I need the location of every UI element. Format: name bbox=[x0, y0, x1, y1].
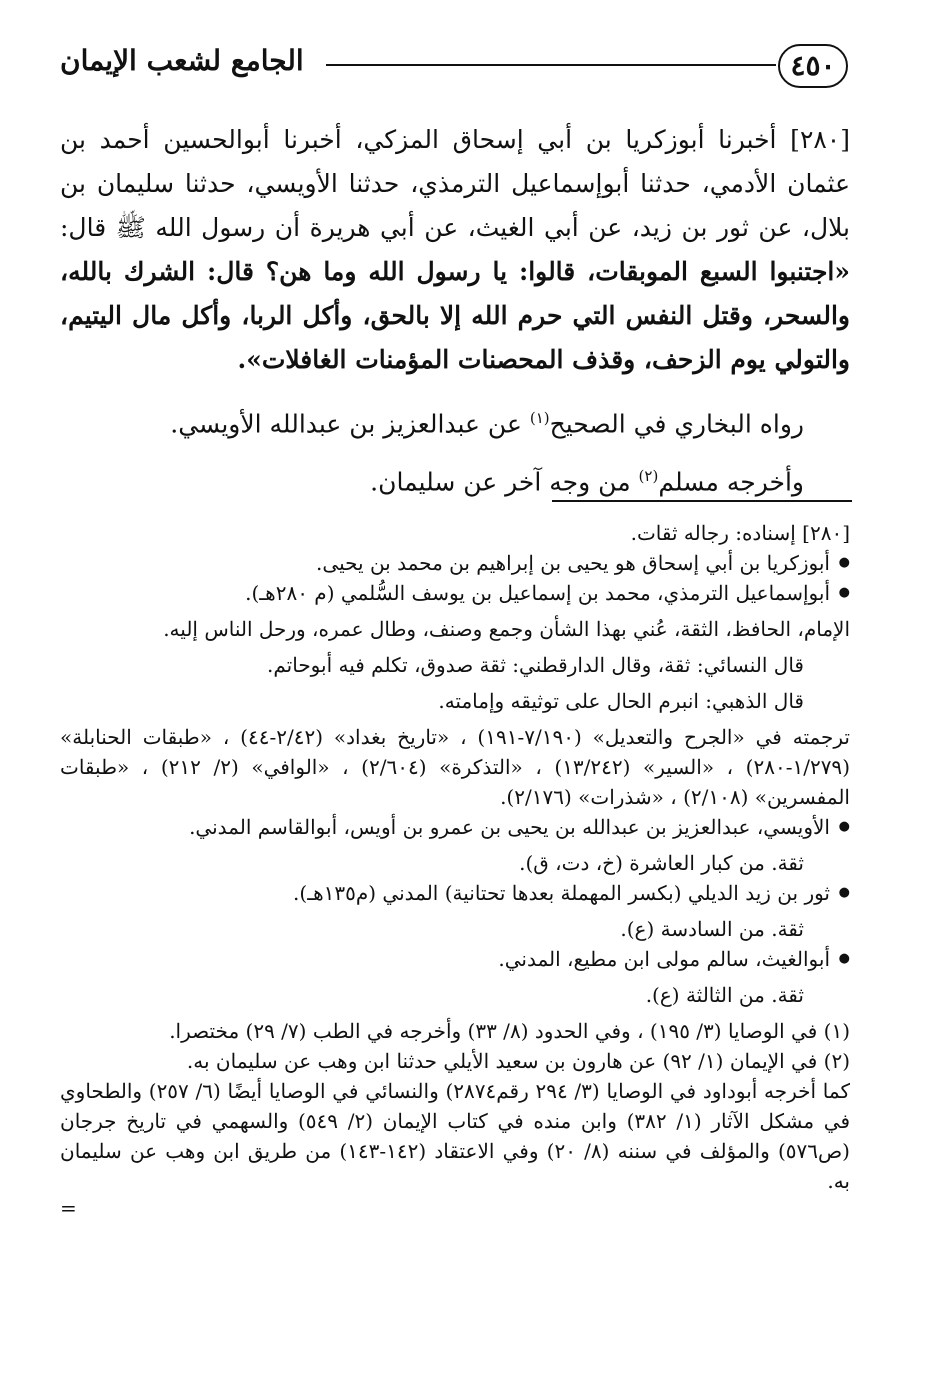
notes-heading: [٢٨٠] إسناده: رجاله ثقات. bbox=[630, 521, 850, 545]
narration-text: من وجه آخر عن سليمان. bbox=[370, 467, 639, 497]
narrator-grade: ثقة. من كبار العاشرة (خ، دت، ق). bbox=[519, 851, 804, 875]
hadith-isnad: أخبرنا أبوزكريا بن أبي إسحاق المزكي، أخبرنا أبوالحسين أحمد بن عثمان الأدمي، حدثنا أبوإسماعيل الترمذي، حدثنا الأويسي، حدثنا سليمان بن بلال، عن ثور بن زيد، عن أبي الغيث، عن أبي هريرة أن رسول الله ﷺ قال: bbox=[60, 125, 850, 242]
narration-bukhari bbox=[60, 392, 850, 450]
narrator-note: ● أبوالغيث، سالم مولى ابن مطيع، المدني. bbox=[60, 944, 850, 974]
footnote-ref-1: (١) bbox=[529, 409, 550, 427]
page-header bbox=[60, 40, 850, 94]
hadith-matn: «اجتنبوا السبع الموبقات، قالوا: يا رسول الله وما هن؟ قال: الشرك بالله، والسحر، وقتل النفس التي حرم الله إلا بالحق، وأكل الربا، وأكل مال اليتيم، والتولي يوم الزحف، وقذف المحصنات المؤمنات الغافلات». bbox=[60, 257, 850, 374]
footnote-ref-2: (٢) bbox=[638, 467, 659, 486]
narrator-note: ● أبوإسماعيل الترمذي، محمد بن إسماعيل بن يوسف السُّلمي (م ٢٨٠هـ). bbox=[60, 578, 850, 608]
header-rule bbox=[326, 64, 776, 66]
continuation-mark: = bbox=[60, 1196, 77, 1220]
biography-sources: ترجمته في «الجرح والتعديل» (٧/١٩٠-١٩١) ، «تاريخ بغداد» (٢/٤٢-٤٤) ، «طبقات الحنابلة» (١/٢٧٩-٢٨٠) ، «السير» (١٣/٢٤٢) ، «التذكرة» (٢/٦٠٤) ، «الوافي» (٢/ ٢١٢) ، «طبقات المفسرين» (٢/١٠٨) ، «شذرات» (٢/١٧٦). bbox=[60, 725, 851, 809]
page-number: ٤٥٠ bbox=[778, 44, 848, 88]
narration-text: وأخرجه مسلم bbox=[658, 467, 804, 497]
narrator-note: ● الأويسي، عبدالعزيز بن عبدالله بن يحيى بن عمرو بن أويس، أبوالقاسم المدني. bbox=[60, 812, 850, 842]
running-title: الجامع لشعب الإيمان bbox=[60, 44, 304, 77]
narrator-grade: ثقة. من الثالثة (ع). bbox=[645, 983, 804, 1007]
footnote-2: (٢) في الإيمان (١/ ٩٢) عن هارون بن سعيد الأيلي حدثنا ابن وهب عن سليمان به. bbox=[186, 1049, 850, 1073]
narrator-detail: الإمام، الحافظ، الثقة، عُني بهذا الشأن وجمع وصنف، وطال عمره، ورحل الناس إليه. bbox=[163, 617, 850, 641]
narrator-note: ● ثور بن زيد الديلي (بكسر المهملة بعدها تحتانية) المدني (م١٣٥هـ). bbox=[60, 878, 850, 908]
notes-divider bbox=[552, 500, 852, 502]
hadith-number: [٢٨٠] bbox=[790, 125, 850, 154]
notes-section bbox=[60, 518, 850, 1218]
narrator-detail: قال الذهبي: انبرم الحال على توثيقه وإمامته. bbox=[438, 689, 804, 713]
footnote-1: (١) في الوصايا (٣/ ١٩٥) ، وفي الحدود (٨/ ٣٣) وأخرجه في الطب (٧/ ٢٩) مختصرا. bbox=[169, 1019, 850, 1043]
narration-text: عن عبدالعزيز بن عبدالله الأويسي. bbox=[170, 409, 530, 439]
narration-text: رواه البخاري في الصحيح bbox=[549, 409, 804, 439]
main-text bbox=[60, 118, 850, 509]
footnote-2-continued: كما أخرجه أبوداود في الوصايا (٣/ ٢٩٤ رقم٢٨٧٤) والنسائي في الوصايا أيضًا (٦/ ٢٥٧) والطحاوي في مشكل الآثار (١/ ٣٨٢) وابن منده في كتاب الإيمان (٢/ ٥٤٩) والسهمي في تاريخ جرجان (ص٥٧٦) والمؤلف في سننه (٨/ ٢٠) وفي الاعتقاد (١٤٢-١٤٣) من طريق ابن وهب عن سليمان به. bbox=[60, 1079, 851, 1193]
narrator-grade: ثقة. من السادسة (ع). bbox=[620, 917, 804, 941]
narrator-note: ● أبوزكريا بن أبي إسحاق هو يحيى بن إبراهيم بن محمد بن يحيى. bbox=[60, 548, 850, 578]
narrator-detail: قال النسائي: ثقة، وقال الدارقطني: ثقة صدوق، تكلم فيه أبوحاتم. bbox=[266, 653, 804, 677]
hadith-paragraph bbox=[60, 118, 850, 382]
